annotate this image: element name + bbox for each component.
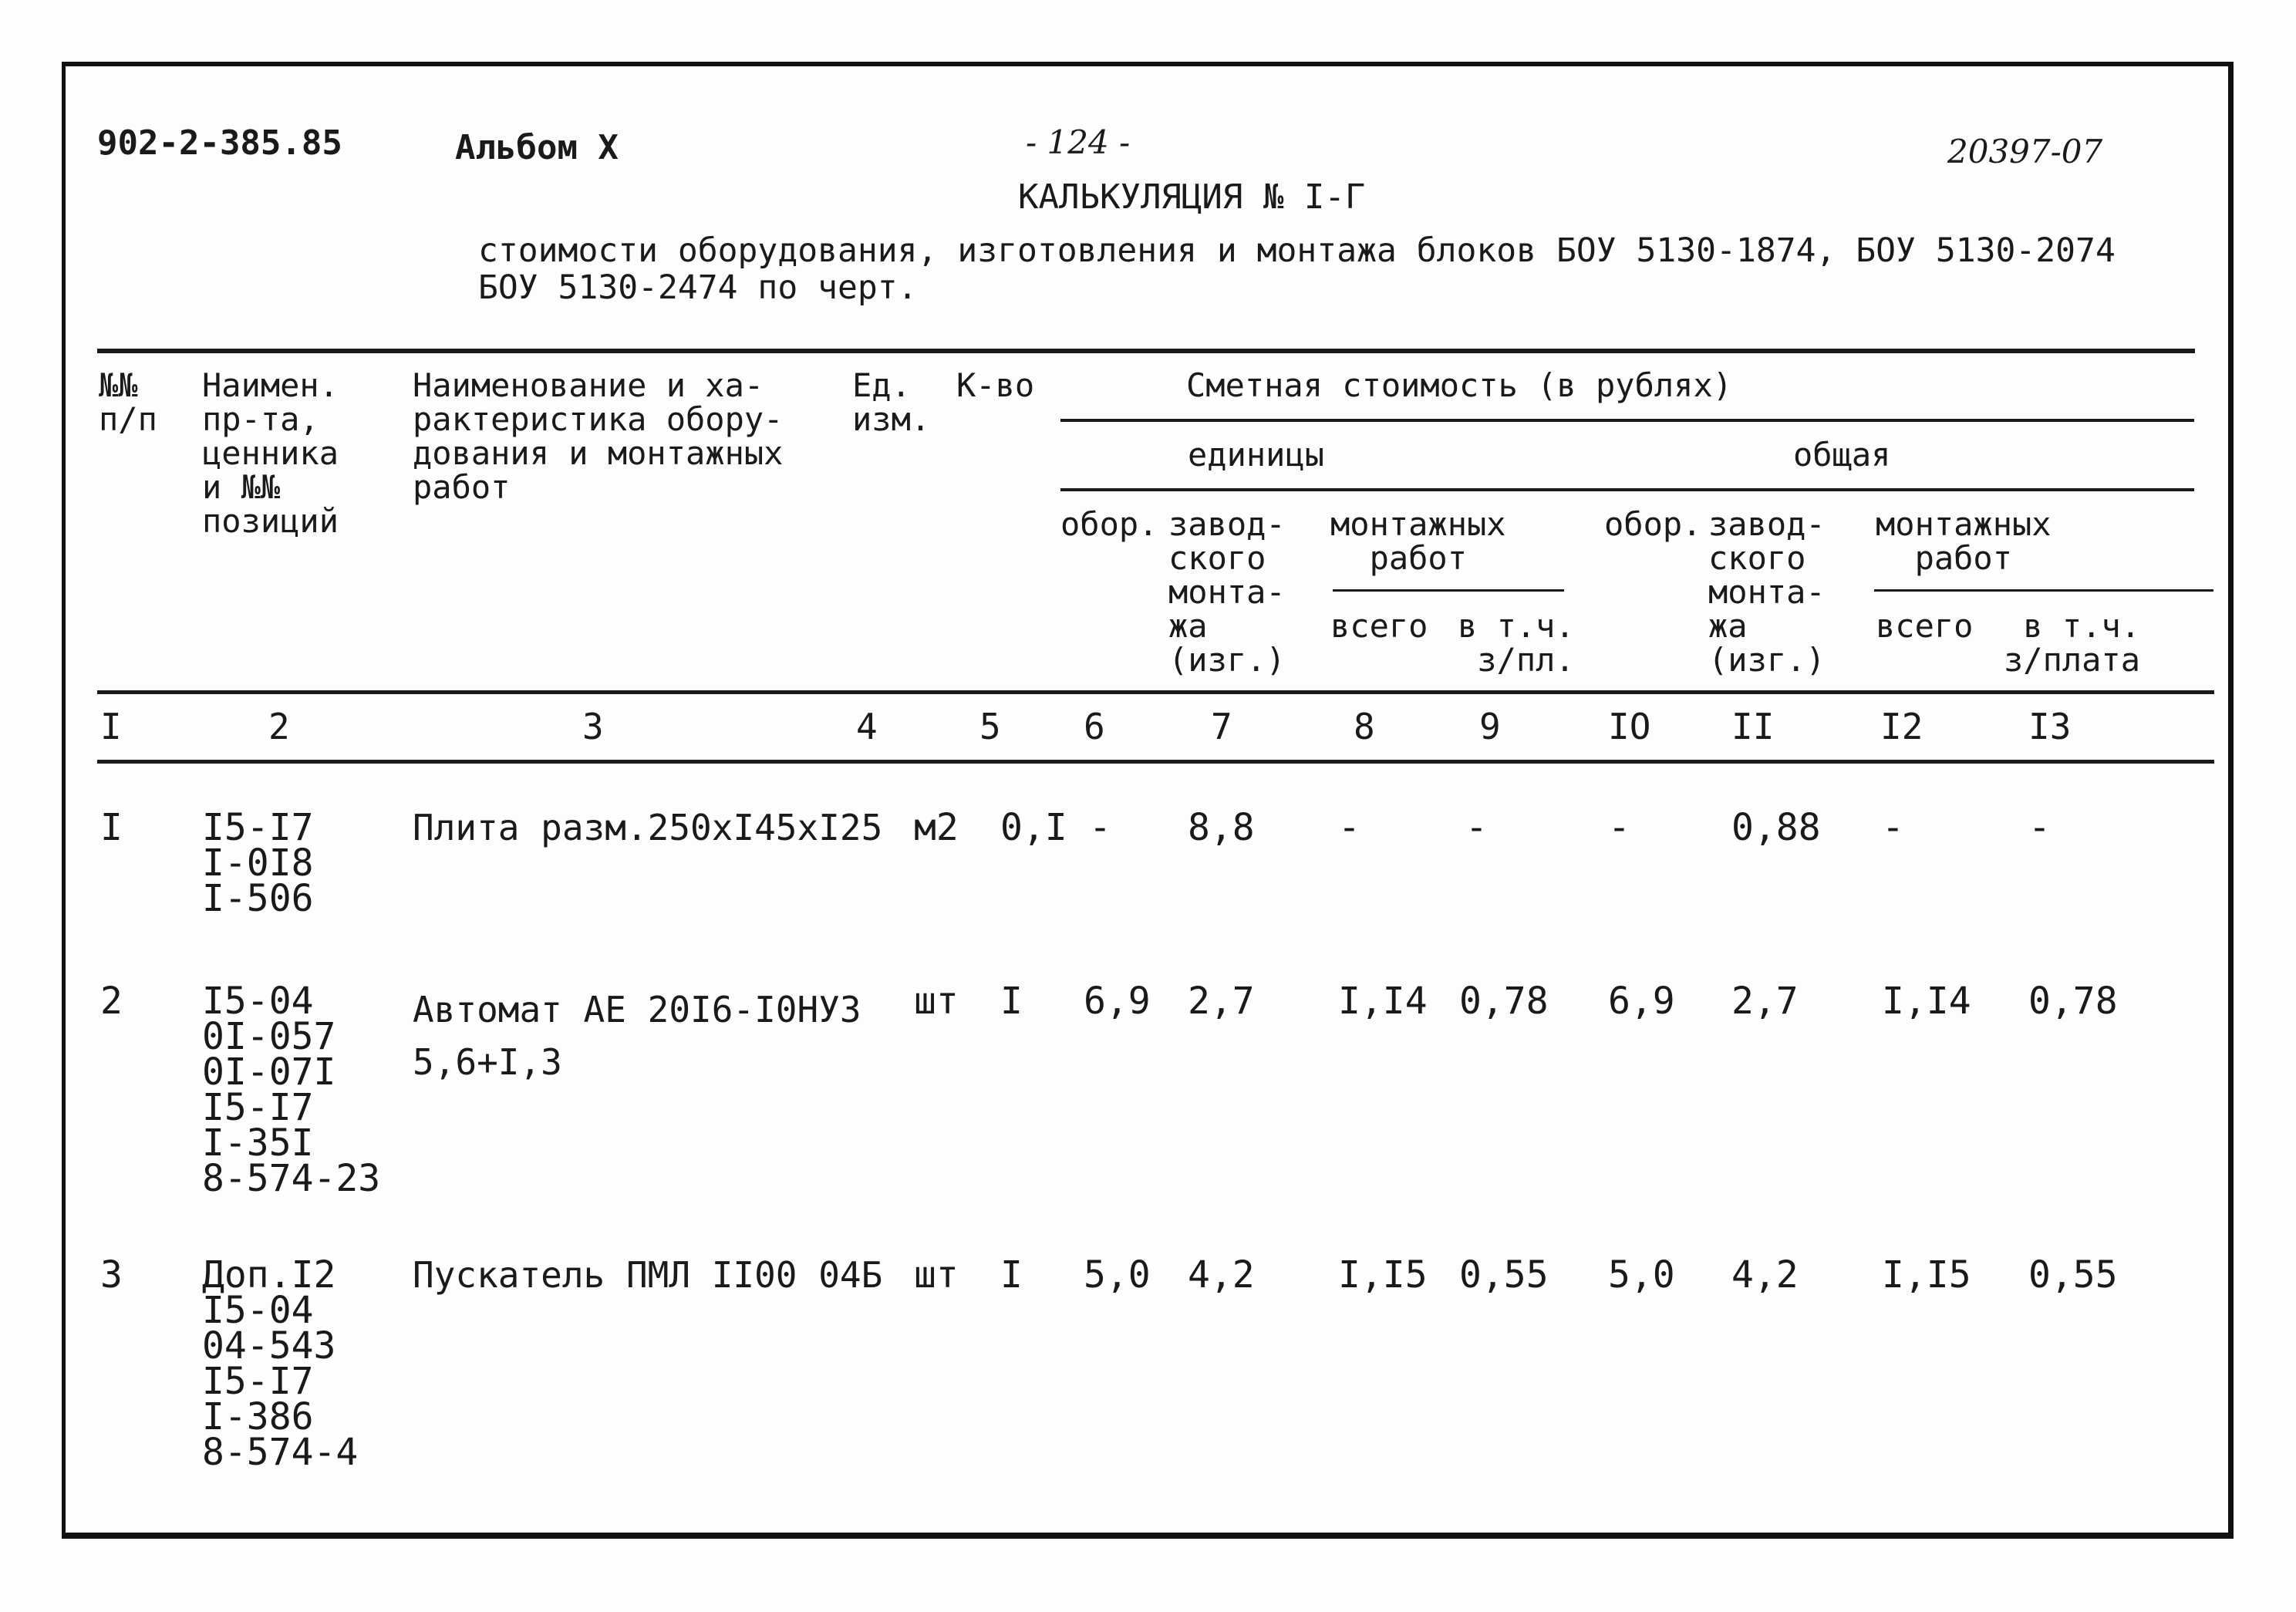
row2-unit: шт <box>914 980 959 1023</box>
doc-code: 902-2-385.85 <box>97 123 342 163</box>
inventory-number: 20397-07 <box>1947 133 2103 170</box>
colnum-2: 2 <box>268 706 290 747</box>
colnum-4: 4 <box>856 706 878 747</box>
row3-c13: 0,55 <box>2028 1253 2118 1297</box>
row1-c9: - <box>1465 806 1488 849</box>
album-label: Альбом X <box>455 128 619 167</box>
colnum-3: 3 <box>582 706 604 747</box>
row3-c6: 5,0 <box>1084 1253 1151 1297</box>
row3-c8: I,I5 <box>1338 1253 1428 1297</box>
colnum-5: 5 <box>979 706 1001 747</box>
header-unit-install: монтажных работ <box>1330 505 1506 577</box>
colnum-11: II <box>1731 706 1775 747</box>
colnum-12: I2 <box>1880 706 1923 747</box>
header-col1: №№ п/п <box>99 366 157 438</box>
header-total-equip: обор. <box>1604 505 1702 543</box>
page-title: КАЛЬКУЛЯЦИЯ № I-Г <box>1018 177 1366 217</box>
row2-c9: 0,78 <box>1459 980 1549 1023</box>
estimate-rule <box>1060 419 2194 422</box>
row1-c8: - <box>1338 806 1360 849</box>
row2-qty: I <box>1000 980 1023 1023</box>
row3-qty: I <box>1000 1253 1023 1297</box>
header-total-install-wage: в т.ч. з/плата <box>2004 607 2141 679</box>
row3-c10: 5,0 <box>1608 1253 1675 1297</box>
header-unit-install-total: всего <box>1330 607 1428 645</box>
row3-c7: 4,2 <box>1188 1253 1255 1297</box>
row1-codes: I5-I7 I-0I8 I-506 <box>202 806 314 920</box>
header-unit-group: единицы <box>1188 436 1325 474</box>
row2-c7: 2,7 <box>1188 980 1255 1023</box>
header-unit-install-wage: в т.ч. з/пл. <box>1458 607 1575 679</box>
header-total-install-total: всего <box>1876 607 1974 645</box>
row1-unit: м2 <box>914 806 959 849</box>
row1-c11: 0,88 <box>1731 806 1821 849</box>
header-col5: К-во <box>956 366 1035 404</box>
row1-name: Плита разм.250хI45хI25 <box>413 807 883 848</box>
colnum-10: IO <box>1608 706 1651 747</box>
row2-c6: 6,9 <box>1084 980 1151 1023</box>
row1-c6: - <box>1089 806 1111 849</box>
row2-name: Автомат АЕ 20I6-I0НУЗ 5,6+I,3 <box>413 989 861 1083</box>
header-total-install: монтажных работ <box>1876 505 2052 577</box>
row2-c13: 0,78 <box>2028 980 2118 1023</box>
row3-unit: шт <box>914 1253 959 1297</box>
subtitle-line2: БОУ 5130-2474 по черт. <box>478 268 918 307</box>
row1-c10: - <box>1608 806 1630 849</box>
header-unit-equip: обор. <box>1060 505 1158 543</box>
row3-c9: 0,55 <box>1459 1253 1549 1297</box>
row2-c12: I,I4 <box>1882 980 1971 1023</box>
row2-c10: 6,9 <box>1608 980 1675 1023</box>
colnum-7: 7 <box>1211 706 1232 747</box>
row1-c13: - <box>2028 806 2051 849</box>
row1-c7: 8,8 <box>1188 806 1255 849</box>
header-col4: Ед. изм. <box>852 366 931 438</box>
row3-codes: Доп.I2 I5-04 04-543 I5-I7 I-386 8-574-4 <box>202 1253 359 1474</box>
row3-c11: 4,2 <box>1731 1253 1799 1297</box>
row3-name: Пускатель ПМЛ II00 04Б <box>413 1254 883 1296</box>
row1-qty: 0,I <box>1000 806 1067 849</box>
unit-install-rule <box>1333 589 1564 592</box>
subtitle-line1: стоимости оборудования, изготовления и монтажа блоков БОУ 5130-1874, БОУ 5130-2074 <box>478 231 2116 270</box>
colnum-13: I3 <box>2028 706 2072 747</box>
colnum-9: 9 <box>1479 706 1501 747</box>
numbers-bottom-rule <box>97 760 2214 764</box>
header-col3: Наименование и ха- рактеристика обору- дования и монтажных работ <box>413 366 784 506</box>
row2-c8: I,I4 <box>1338 980 1428 1023</box>
page-frame <box>62 62 2234 1539</box>
row2-c11: 2,7 <box>1731 980 1799 1023</box>
colnum-1: I <box>100 706 122 747</box>
group-rule <box>1060 488 2194 491</box>
row3-c12: I,I5 <box>1882 1253 1971 1297</box>
colnum-8: 8 <box>1354 706 1375 747</box>
header-total-factory: завод- ского монта- жа (изг.) <box>1708 505 1826 679</box>
header-estimate: Сметная стоимость (в рублях) <box>1186 366 1733 404</box>
page-number: - 124 - <box>1026 123 1131 161</box>
header-unit-factory: завод- ского монта- жа (изг.) <box>1168 505 1286 679</box>
colnum-6: 6 <box>1084 706 1105 747</box>
row2-codes: I5-04 0I-057 0I-07I I5-I7 I-35I 8-574-23 <box>202 980 381 1200</box>
total-install-rule <box>1874 589 2213 592</box>
row1-number: I <box>100 806 123 849</box>
row3-number: 3 <box>100 1253 123 1297</box>
header-total-group: общая <box>1793 436 1891 474</box>
header-bottom-rule <box>97 690 2214 694</box>
header-col2: Наимен. пр-та, ценника и №№ позиций <box>202 366 339 540</box>
row1-c12: - <box>1882 806 1904 849</box>
table-top-rule <box>97 349 2195 353</box>
row2-number: 2 <box>100 980 123 1023</box>
